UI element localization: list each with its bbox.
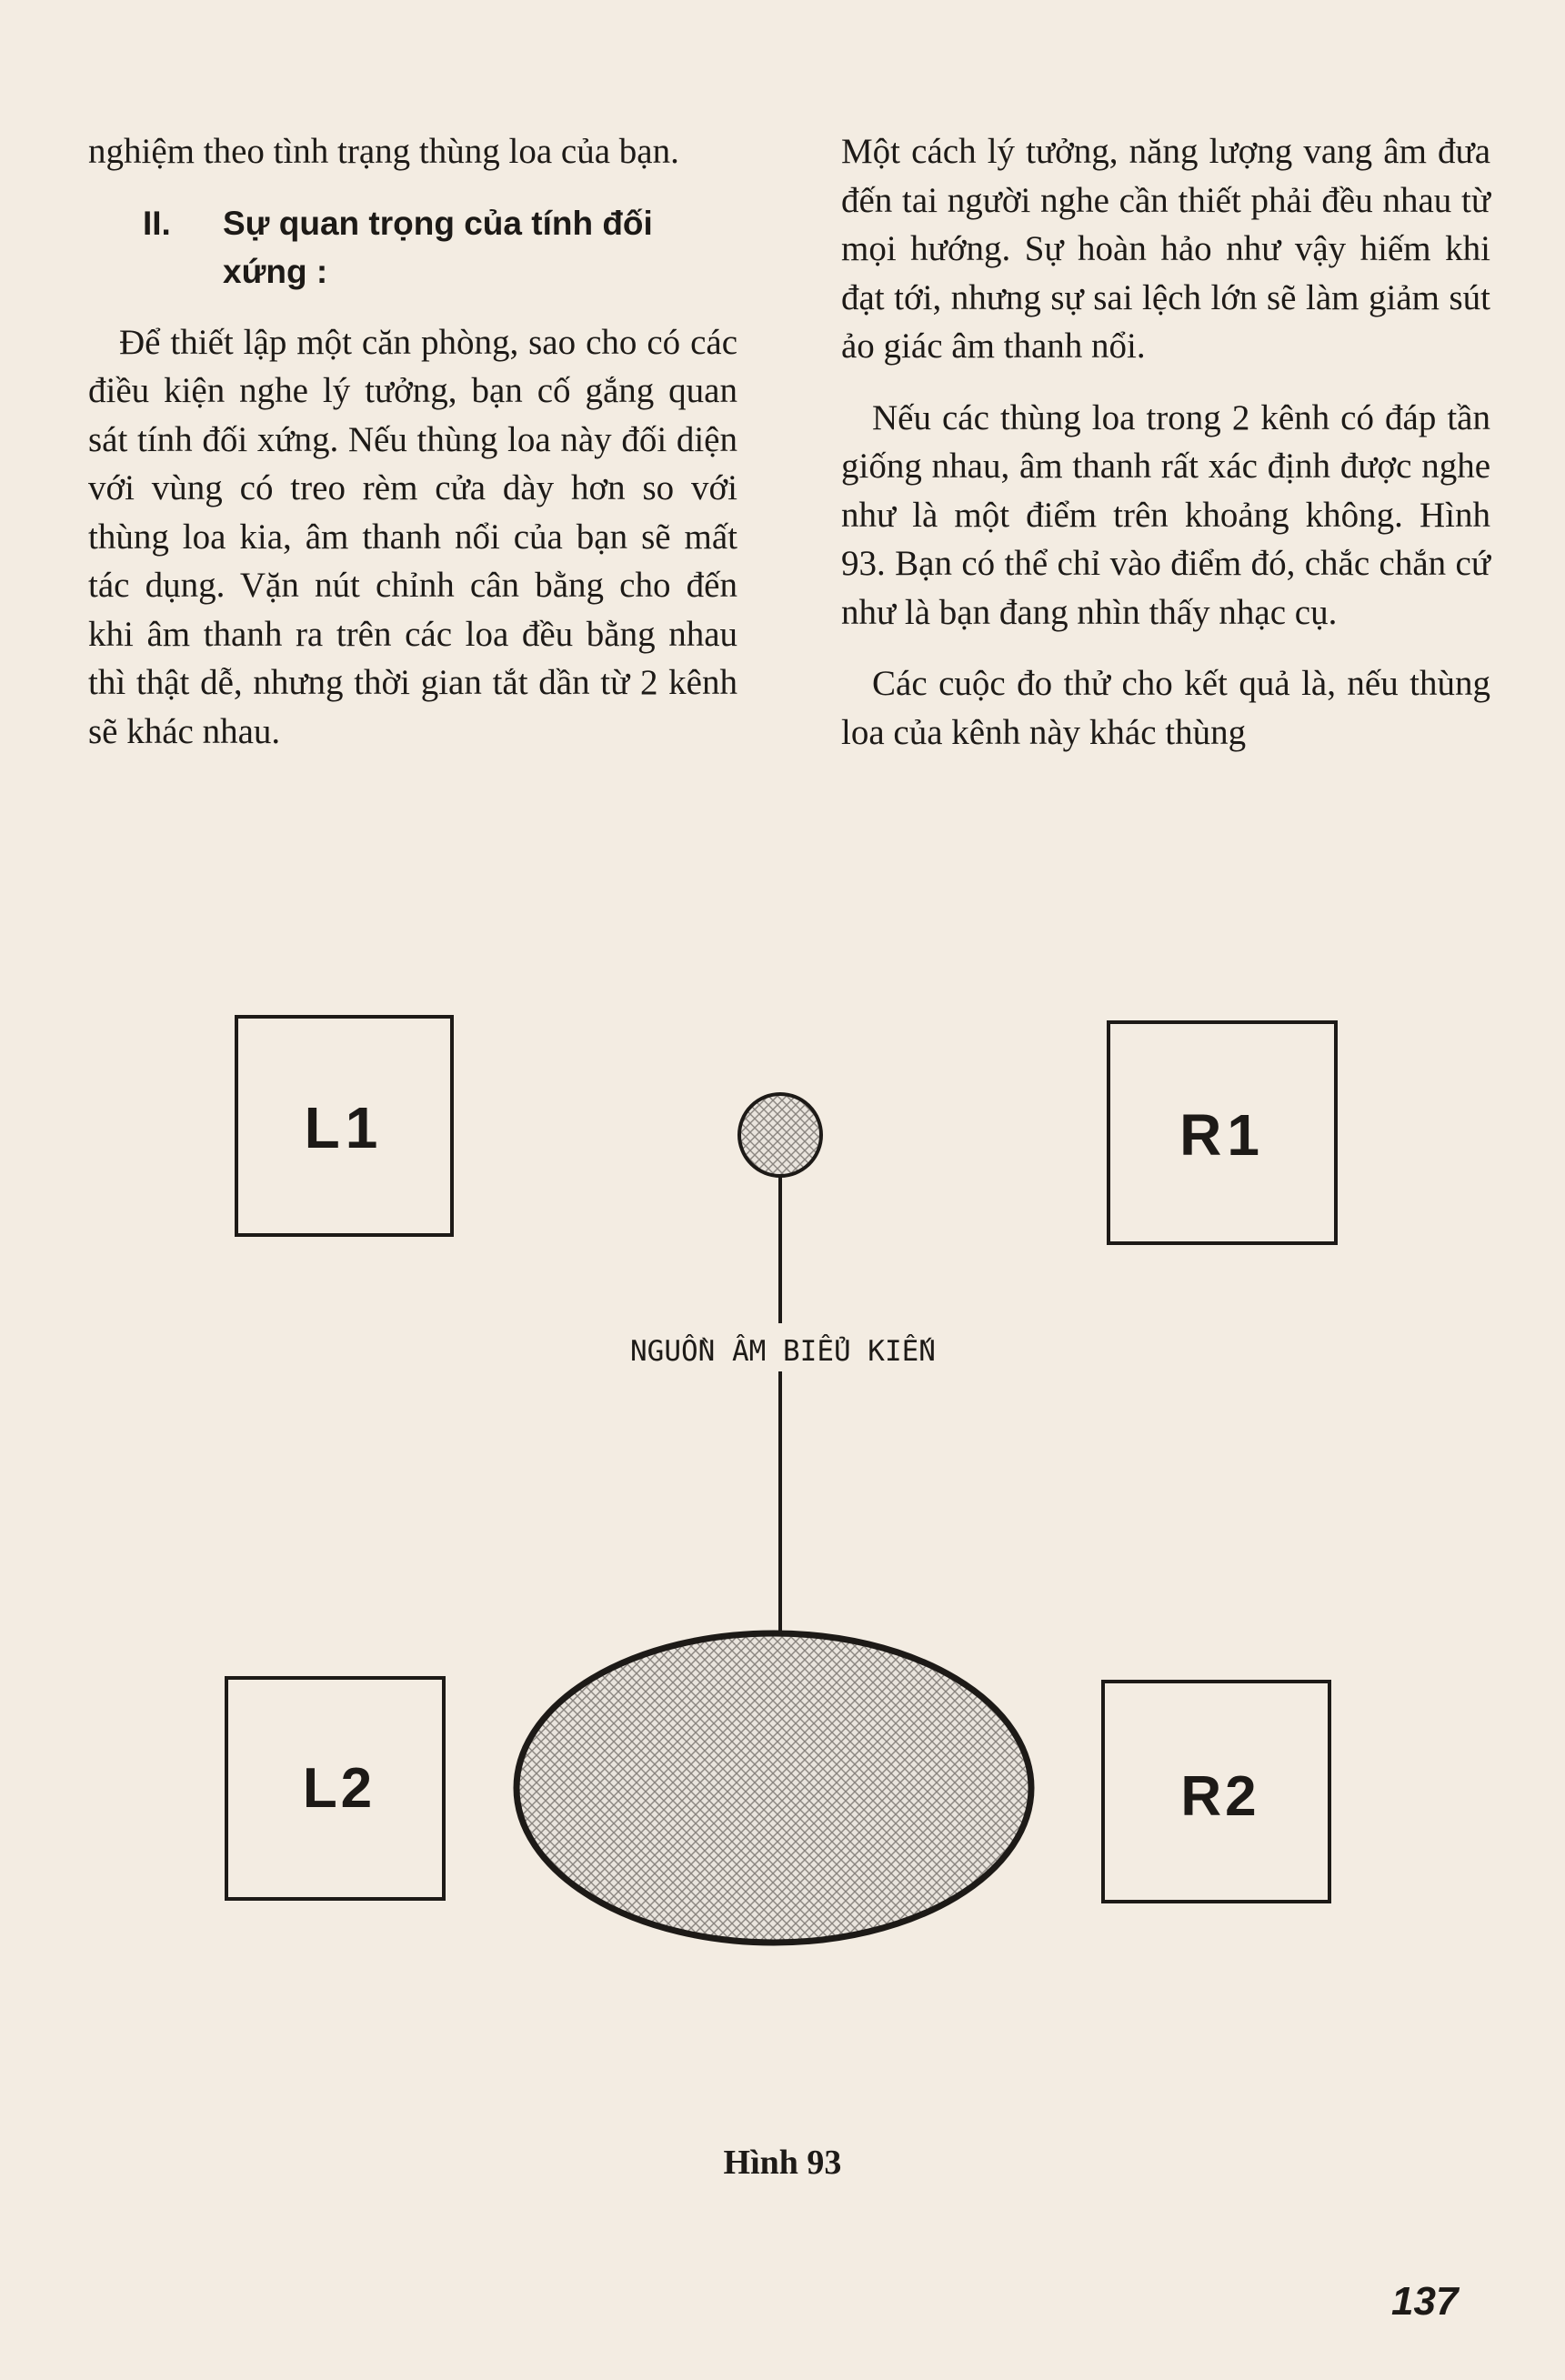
section-heading [88, 199, 737, 296]
apparent-source-label: NGUỒN ÂM BIỂU KIẾN [630, 1335, 936, 1368]
speaker-r1 [1109, 1022, 1336, 1243]
right-column [841, 127, 1490, 757]
left-column [88, 127, 737, 756]
speaker-l2 [226, 1678, 444, 1899]
right-paragraph-1: Một cách lý tưởng, năng lượng vang âm đưa đến tai người nghe cần thiết phải đều nhau từ mọi hướng. Sự hoàn hảo như vậy hiếm khi đạt tới, nhưng sự sai lệch lớn sẽ làm giảm sút ảo giác âm thanh nổi. [841, 132, 1490, 366]
speaker-r2 [1103, 1682, 1329, 1902]
page-number: 137 [1391, 2279, 1459, 2324]
section-title: Sự quan trọng của tính đối xứng : [223, 204, 653, 290]
speaker-l1-label: L1 [304, 1095, 384, 1160]
left-paragraph-1: nghiệm theo tình trạng thùng loa của bạn. [88, 132, 679, 171]
right-paragraph-2: Nếu các thùng loa trong 2 kênh có đáp tần giống nhau, âm thanh rất xác định được nghe như là một điểm trên khoảng không. Hình 93. Bạn có thể chỉ vào điểm đó, chắc chắn cứ như là bạn đang nhìn thấy nhạc cụ. [841, 397, 1490, 632]
speaker-diagram [0, 964, 1565, 1983]
left-paragraph-2: Để thiết lập một căn phòng, sao cho có các điều kiện nghe lý tưởng, bạn cố gắng quan sát tính đối xứng. Nếu thùng loa này đối diện với vùng có treo rèm cửa dày hơn so với thùng loa kia, âm thanh nổi của bạn sẽ mất tác dụng. Vặn nút chỉnh cân bằng cho đến khi âm thanh ra trên các loa đều bằng nhau thì thật dễ, nhưng thời gian tắt dần từ 2 kênh sẽ khác nhau. [88, 322, 737, 751]
speaker-l2-label: L2 [302, 1757, 376, 1820]
right-paragraph-3: Các cuộc đo thử cho kết quả là, nếu thùng loa của kênh này khác thùng [841, 664, 1490, 752]
speaker-r1-label: R1 [1179, 1102, 1265, 1168]
speaker-r2-label: R2 [1180, 1765, 1260, 1828]
figure-caption: Hình 93 [723, 2144, 842, 2182]
section-number: II. [143, 204, 171, 242]
listener-area [517, 1633, 1031, 1943]
apparent-source-point [739, 1094, 821, 1176]
figure-93 [0, 964, 1565, 1983]
speaker-l1 [236, 1017, 452, 1235]
